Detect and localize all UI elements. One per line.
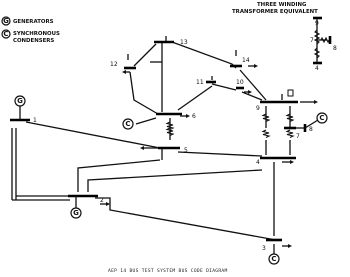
bus-14-label: 14 [242, 57, 250, 64]
transformer-node-bottom: 4 [315, 65, 319, 72]
legend-generators-label: GENERATORS [13, 19, 54, 25]
bus-6-label: 6 [192, 113, 196, 120]
legend [2, 17, 60, 44]
bus-13-label: 13 [180, 39, 188, 46]
bus-4-label: 4 [256, 159, 260, 166]
load-arrow-bus3 [288, 244, 292, 248]
bus-10-label: 10 [236, 79, 244, 86]
condenser-bus8-symbol: C [319, 114, 325, 122]
legend-generator-symbol: G [3, 17, 9, 25]
legend-condensers-label-1: SYNCHRONOUS [13, 31, 60, 37]
load-arrow-bus14 [254, 64, 258, 68]
transformer-node-top: 9 [315, 20, 319, 27]
diagram-caption: AEP 14 BUS TEST SYSTEM BUS CODE DIAGRAM [108, 269, 228, 274]
bus-2-label: 2 [100, 197, 104, 204]
bus-3-label: 3 [262, 245, 266, 252]
transformer-title-1: THREE WINDING [257, 2, 307, 8]
bus-7-label: 7 [296, 133, 300, 140]
condenser-bus3-symbol: C [271, 255, 277, 263]
transformer-node-left: 7 [310, 37, 314, 44]
generator-bus1-symbol: G [17, 97, 23, 105]
transmission-lines [12, 42, 305, 240]
load-arrow-bus9 [314, 100, 318, 104]
load-arrow-bus6 [186, 114, 190, 118]
bus-9-label: 9 [256, 105, 260, 112]
transformer-title-2: TRANSFORMER EQUIVALENT [232, 9, 318, 15]
condenser-bus6-symbol: C [125, 120, 131, 128]
bus-8-label: 8 [309, 126, 313, 133]
transformer-node-right: 8 [333, 45, 337, 52]
load-arrow-bus5 [140, 146, 144, 150]
bus-5-label: 5 [184, 147, 188, 154]
load-arrow-bus10 [248, 90, 252, 94]
transformers [167, 114, 293, 138]
bus-12-label: 12 [110, 61, 118, 68]
load-arrow-bus4 [290, 160, 294, 164]
bus-1-label: 1 [33, 117, 37, 124]
legend-condensers-label-2: CONDENSERS [13, 38, 55, 44]
generator-bus2-symbol: G [73, 209, 79, 217]
bus-11-label: 11 [196, 79, 204, 86]
legend-condenser-symbol: C [3, 30, 9, 38]
bus-9-switch [288, 90, 293, 96]
